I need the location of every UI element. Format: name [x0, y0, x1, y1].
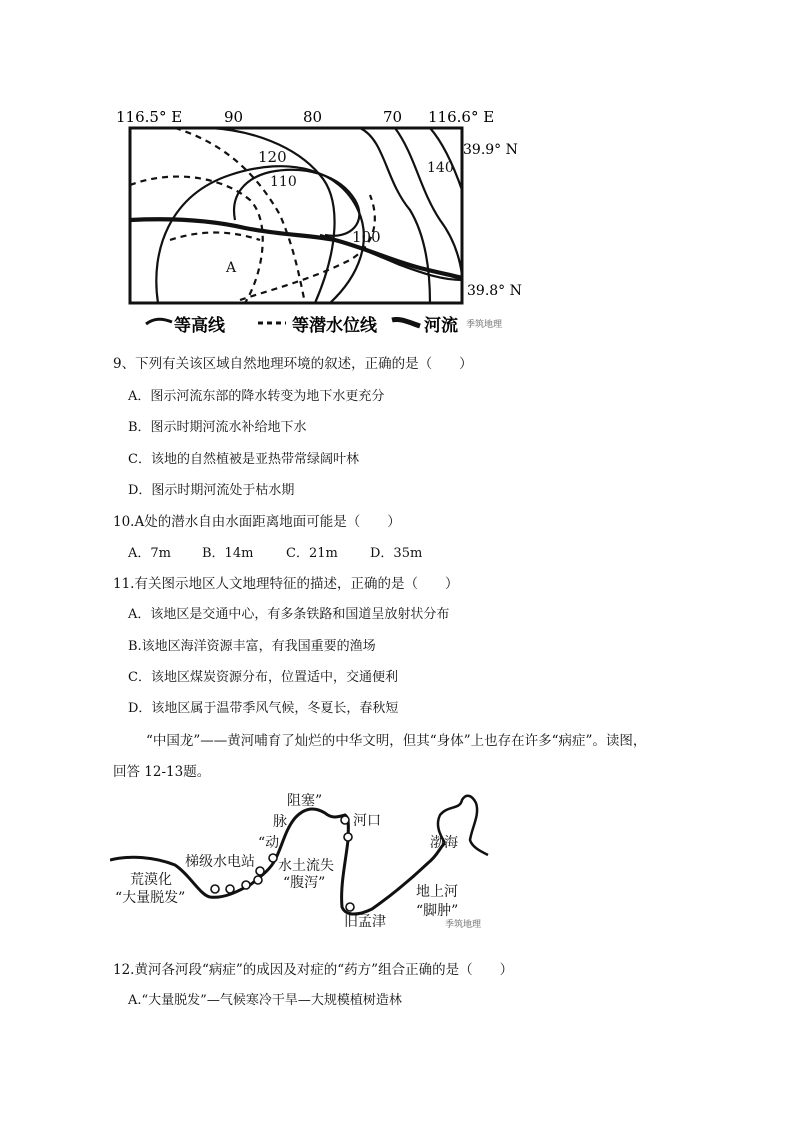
- label-fuxie: “腹泻”: [283, 875, 326, 891]
- label-zuse: 阻塞”: [287, 793, 323, 809]
- q11-option-b: B.该地区海洋资源丰富，有我国重要的渔场: [128, 639, 376, 654]
- contour-label-70: 70: [383, 108, 403, 126]
- contour-map-figure: [110, 100, 540, 335]
- intro-line-2: 回答 12-13题。: [113, 764, 211, 780]
- map2-watermark: 季筑地理: [445, 920, 482, 930]
- label-jiaozhong: “脚肿”: [416, 903, 459, 919]
- q9-option-c: C．该地的自然植被是亚热带常绿阔叶林: [128, 452, 359, 467]
- label-tuofa: “大量脱发”: [115, 890, 186, 906]
- label-shuitu: 水土流失: [278, 858, 334, 874]
- q10-option-a: A．7m: [128, 546, 171, 561]
- q12-option-a: A.“大量脱发”—气候寒冷干旱—大规模植树造林: [128, 993, 402, 1008]
- q12-stem: 12.黄河各河段“病症”的成因及对症的“药方”组合正确的是（ ）: [113, 962, 514, 978]
- contour-label-80: 80: [303, 108, 323, 126]
- q10-option-c: C．21m: [286, 546, 338, 561]
- q10-option-b: B．14m: [202, 546, 254, 561]
- contour-label-120: 120: [258, 148, 287, 166]
- q9-option-b: B．图示时期河流水补给地下水: [128, 420, 307, 435]
- label-bohai: 渤海: [430, 835, 458, 851]
- contour-label-90: 90: [224, 108, 244, 126]
- label-jiumengjin: 旧孟津: [344, 914, 386, 930]
- q9-stem: 9、下列有关该区域自然地理环境的叙述，正确的是（ ）: [113, 356, 473, 372]
- q11-option-a: A．该地区是交通中心，有多条铁路和国道呈放射状分布: [128, 607, 450, 622]
- legend-water-table-label: 等潜水位线: [292, 316, 377, 335]
- label-mai: 脉: [273, 814, 287, 830]
- yellow-river-figure: [110, 785, 500, 935]
- q11-option-d: D．该地区属于温带季风气候，冬夏长，春秋短: [128, 701, 399, 716]
- water-table-lines: [130, 128, 375, 303]
- contour-map-svg: [110, 100, 540, 335]
- contour-label-100: 100: [352, 228, 381, 246]
- yellow-river-svg: [110, 785, 500, 935]
- label-dong: “动: [258, 835, 280, 851]
- contour-label-140: 140: [427, 160, 454, 176]
- q11-stem: 11.有关图示地区人文地理特征的描述，正确的是（ ）: [113, 576, 459, 592]
- contour-label-110: 110: [270, 174, 297, 190]
- lat-bottom-label: 39.8° N: [467, 283, 522, 299]
- legend-contour-label: 等高线: [174, 316, 225, 335]
- point-a-label: A: [226, 260, 237, 276]
- lon-left-label: 116.5° E: [116, 108, 183, 126]
- q9-option-a: A．图示河流东部的降水转变为地下水更充分: [128, 389, 385, 404]
- q10-stem: 10.A处的潜水自由水面距离地面可能是（ ）: [113, 514, 401, 530]
- map1-watermark: 季筑地理: [466, 320, 503, 330]
- q9-option-d: D．图示时期河流处于枯水期: [128, 483, 295, 498]
- label-hekou: 河口: [353, 813, 381, 829]
- lat-top-label: 39.9° N: [463, 142, 518, 158]
- q11-option-c: C．该地区煤炭资源分布，位置适中，交通便利: [128, 670, 398, 685]
- label-tiji: 梯级水电站: [185, 854, 255, 870]
- intro-line-1: “中国龙”——黄河哺育了灿烂的中华文明，但其“身体”上也存在许多“病症”。读图，: [146, 733, 647, 749]
- legend-river-label: 河流: [424, 316, 458, 335]
- label-huangmo: 荒漠化: [130, 872, 172, 888]
- map-legend: [146, 315, 502, 335]
- lon-right-label: 116.6° E: [428, 108, 495, 126]
- label-dishanghe: 地上河: [416, 884, 458, 900]
- contour-lines: [156, 128, 462, 303]
- q10-option-d: D．35m: [370, 546, 423, 561]
